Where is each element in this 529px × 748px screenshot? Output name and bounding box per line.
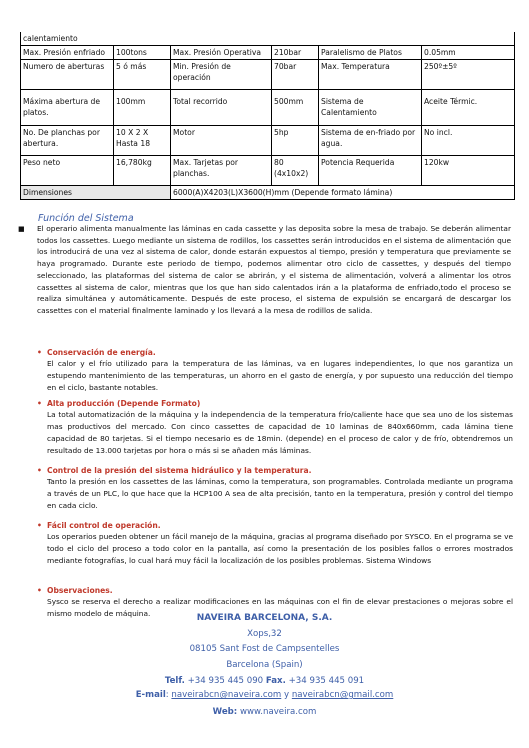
- feature-title: [37, 520, 513, 531]
- email-separator: y: [284, 690, 290, 700]
- specs-row: [21, 46, 515, 60]
- specs-cell: 70bar: [272, 60, 319, 90]
- bullet-icon: •: [37, 399, 42, 408]
- feature-title-text: Alta producción (Depende Formato): [47, 399, 201, 408]
- intro-paragraph: El operario alimenta manualmente las láminas en cada cassette y las deposita sobre la mesa de trabajo. Se deberán alimentar todos los cassettes. Luego mediante un sistema de rodillos, los cassettes serán introducidos en el sistema de alimentación que los introducirá de una vez al sistema de calor, donde estarán expuestos al tiempo, presión y temperatura que previamente se haya programado. Durante este periodo de tiempo, podemos alimentar otro ciclo de cassettes, y después del tiempo seleccionado, las plataformas del sistema de calor se abrirán, y el sistema de alimentación, volverá a alimentar los otros cassettes al sistema de calor, mientras que los que han sido calentados irán a la plataforma de enfriado,todo el proceso se realiza simultánea y automáticamente. Después de este proceso, el sistema de expulsión se encargará de descargar los cassettes con el material finalmente laminado y los llevará a la mesa de rodillos de salida.: [37, 224, 511, 315]
- specs-cell: 100tons: [114, 46, 171, 60]
- feature-body: La total automatización de la máquina y la independencia de la temperatura frío/caliente hace que sea uno de los sistemas mas productivos del mercado. Con cinco cassettes de capacidad de 10 laminas de 840x660mm, cada lámina tiene capacidad de 80 tarjetas. Si el tiempo necesario es de 18min. (depende) en el proceso de calor y de frío, obtendremos un resultado de 13.000 tarjetas por hora o más si se añaden más láminas.: [47, 410, 513, 455]
- fax-label: Fax.: [265, 676, 286, 686]
- specs-cell: 100mm: [114, 90, 171, 126]
- email-link-primary[interactable]: naveirabcn@naveira.com: [171, 690, 282, 700]
- feature-production: [37, 398, 513, 457]
- specs-cell: Total recorrido: [171, 90, 272, 126]
- specs-cell: Max. Presión enfriado: [21, 46, 114, 60]
- specs-cell: calentamiento: [21, 32, 515, 46]
- specs-cell: Máxima abertura de platos.: [21, 90, 114, 126]
- feature-body: Tanto la presión en los cassettes de las láminas, como la temperatura, son programables. Controlada mediante un programa a través de un PLC, lo que hace que la HCP100 A sea de alta precisión, tanto en la temperatura, presión y control del tiempo en cada ciclo.: [47, 477, 513, 510]
- feature-pressure-control: [37, 465, 513, 512]
- specs-dimensions-row: [21, 186, 515, 200]
- specs-cell: Motor: [171, 126, 272, 156]
- bullet-icon: •: [37, 521, 42, 530]
- specs-table: [20, 32, 515, 200]
- feature-title-text: Observaciones.: [47, 586, 113, 595]
- company-web-line: [0, 707, 529, 717]
- specs-row: [21, 156, 515, 186]
- specs-cell: 16,780kg: [114, 156, 171, 186]
- web-link[interactable]: www.naveira.com: [239, 707, 317, 717]
- bullet-icon: •: [37, 348, 42, 357]
- specs-cell: 10 X 2 X Hasta 18: [114, 126, 171, 156]
- feature-easy-operation: [37, 520, 513, 567]
- feature-body: El calor y el frío utilizado para la temperatura de las láminas, va en lugares independientes, lo que nos garantiza un estupendo mantenimiento de las temperaturas, un ahorro en el gasto de energía, y por supuesto una reducción del tiempo en el ciclo, bastante notables.: [47, 359, 513, 392]
- tel-label: Telf.: [164, 676, 185, 686]
- specs-cell: Aceite Térmic.: [422, 90, 515, 126]
- feature-body: Los operarios pueden obtener un fácil manejo de la máquina, gracias al programa diseñado por SYSCO. En el programa se ve todo el ciclo del proceso a todo color en la pantalla, así como la presentación de los posibles fallos o errores mostrados mediante fotografías, lo cual hará muy fácil la localización de los posibles problemas. Sistema Windows: [47, 532, 513, 565]
- feature-body: Sysco se reserva el derecho a realizar modificaciones en las máquinas con el fin de elevar prestaciones o mejoras sobre el mismo modelo de máquina.: [47, 597, 513, 618]
- feature-title-text: Conservación de energía.: [47, 348, 156, 357]
- specs-cell: 250º±5º: [422, 60, 515, 90]
- specs-cell: 210bar: [272, 46, 319, 60]
- specs-cell: No incl.: [422, 126, 515, 156]
- specs-cell: Paralelismo de Platos: [319, 46, 422, 60]
- specs-cell: 80 (4x10x2): [272, 156, 319, 186]
- section-title: Función del Sistema: [38, 213, 134, 224]
- feature-title: [37, 347, 513, 358]
- specs-cell: Sistema de en-friado por agua.: [319, 126, 422, 156]
- feature-energy: [37, 347, 513, 394]
- specs-cell: 0.05mm: [422, 46, 515, 60]
- company-name: NAVEIRA BARCELONA, S.A.: [196, 613, 333, 623]
- bullet-icon: •: [37, 466, 42, 475]
- specs-cell: 5 ó más: [114, 60, 171, 90]
- specs-cell: Numero de aberturas: [21, 60, 114, 90]
- specs-cell: 500mm: [272, 90, 319, 126]
- feature-title: [37, 465, 513, 476]
- feature-title: [37, 398, 513, 409]
- feature-title: [37, 585, 513, 596]
- specs-cell: Peso neto: [21, 156, 114, 186]
- email-link-secondary[interactable]: naveirabcn@gmail.com: [291, 690, 394, 700]
- specs-cell: Max. Temperatura: [319, 60, 422, 90]
- specs-row: [21, 126, 515, 156]
- bullet-dot-icon: ■: [18, 225, 25, 233]
- feature-title-text: Control de la presión del sistema hidráulico y la temperatura.: [47, 466, 312, 475]
- tel-number: +34 935 445 090: [187, 676, 264, 686]
- specs-cell: 120kw: [422, 156, 515, 186]
- specs-cell: Sistema de Calentamiento: [319, 90, 422, 126]
- company-street: Xops,32: [247, 629, 282, 639]
- specs-cell: 5hp: [272, 126, 319, 156]
- specs-row: [21, 60, 515, 90]
- web-label: Web:: [212, 707, 238, 717]
- company-email-line: E-mail: naveirabcn@naveira.com y naveirabcn@gmail.com: [135, 690, 394, 700]
- fax-number: +34 935 445 091: [288, 676, 365, 686]
- specs-row: [21, 90, 515, 126]
- specs-row-continued: [21, 32, 515, 46]
- company-phone-line: [0, 676, 529, 686]
- company-city: 08105 Sant Fost de Campsentelles: [189, 644, 340, 654]
- company-country: Barcelona (Spain): [226, 660, 303, 670]
- bullet-icon: •: [37, 586, 42, 595]
- specs-cell: Potencia Requerida: [319, 156, 422, 186]
- specs-dimensions-value: 6000(A)X4203(L)X3600(H)mm (Depende formato lámina): [171, 186, 515, 200]
- feature-title-text: Fácil control de operación.: [47, 521, 161, 530]
- specs-dimensions-label: Dimensiones: [21, 186, 171, 200]
- specs-cell: Max. Tarjetas por planchas.: [171, 156, 272, 186]
- specs-cell: Min. Presión de operación: [171, 60, 272, 90]
- specs-cell: Max. Presión Operativa: [171, 46, 272, 60]
- email-label: E-mail: [135, 690, 166, 700]
- specs-cell: No. De planchas por abertura.: [21, 126, 114, 156]
